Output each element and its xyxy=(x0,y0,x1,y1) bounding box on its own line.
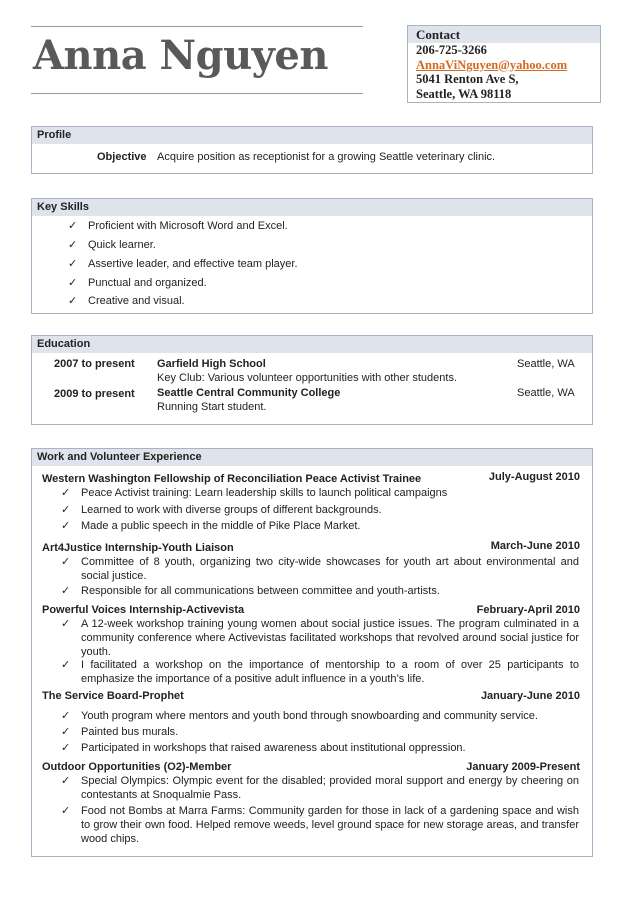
job-bullet: Painted bus murals. xyxy=(81,726,179,738)
skill-item: Proficient with Microsoft Word and Excel. xyxy=(88,220,288,232)
job-dates: January 2009-Present xyxy=(466,761,580,773)
contact-phone: 206-725-3266 xyxy=(416,43,487,57)
education-location: Seattle, WA xyxy=(517,358,575,370)
job-title: Art4Justice Internship-Youth Liaison xyxy=(42,542,234,554)
job-dates: January-June 2010 xyxy=(480,690,580,702)
check-icon: ✓ xyxy=(68,258,78,270)
job-bullet: Committee of 8 youth, organizing two city-wide showcases for youth art about environmental and social justice. xyxy=(81,556,579,582)
job-bullet: Made a public speech in the middle of Pike Place Market. xyxy=(81,520,361,532)
section-title: Key Skills xyxy=(32,199,592,216)
check-icon: ✓ xyxy=(68,239,78,251)
job-dates: February-April 2010 xyxy=(476,604,580,616)
skill-item: Creative and visual. xyxy=(88,295,185,307)
job-bullet: Peace Activist training: Learn leadership skills to launch political campaigns xyxy=(81,487,448,499)
job-bullet: I facilitated a workshop on the importance of mentorship to a room of over 25 participants to emphasize the importance of a positive adult influence in a youth’s life. xyxy=(81,659,579,685)
job-title: The Service Board-Prophet xyxy=(42,690,184,702)
education-detail: Key Club: Various volunteer opportunities with other students. xyxy=(157,372,458,384)
section-title: Work and Volunteer Experience xyxy=(32,449,592,466)
check-icon: ✓ xyxy=(61,659,71,671)
skills-section xyxy=(31,198,593,314)
section-title: Profile xyxy=(32,127,592,144)
job-dates: July-August 2010 xyxy=(488,471,580,483)
contact-address-line1: 5041 Renton Ave S, xyxy=(416,72,519,86)
profile-section xyxy=(31,126,593,174)
check-icon: ✓ xyxy=(68,295,78,307)
check-icon: ✓ xyxy=(61,556,71,568)
contact-title: Contact xyxy=(408,26,600,43)
job-bullet: Special Olympics: Olympic event for the disabled; provided moral support and energy by cheering on contestants at Snoqualmie Pass. xyxy=(81,775,579,801)
job-bullet: Participated in workshops that raised awareness about institutional oppression. xyxy=(81,742,466,754)
check-icon: ✓ xyxy=(61,618,71,630)
education-school: Seattle Central Community College xyxy=(157,387,341,399)
work-section xyxy=(31,448,593,857)
check-icon: ✓ xyxy=(61,504,71,516)
name-rule-bottom xyxy=(31,93,363,94)
education-dates: 2007 to present xyxy=(54,358,135,370)
objective-text: Acquire position as receptionist for a growing Seattle veterinary clinic. xyxy=(157,151,496,163)
education-section xyxy=(31,335,593,425)
skill-item: Assertive leader, and effective team player. xyxy=(88,258,298,270)
contact-box xyxy=(407,25,601,103)
check-icon: ✓ xyxy=(68,220,78,232)
check-icon: ✓ xyxy=(61,710,71,722)
skill-item: Quick learner. xyxy=(88,239,156,251)
check-icon: ✓ xyxy=(61,487,71,499)
check-icon: ✓ xyxy=(61,520,71,532)
job-bullet: Food not Bombs at Marra Farms: Community garden for those in lack of a gardening space and wish to grow their own food. Helped remove weeds, level ground space for new storage areas, and transfer wood chips. xyxy=(81,805,579,845)
education-location: Seattle, WA xyxy=(517,387,575,399)
skill-item: Punctual and organized. xyxy=(88,277,207,289)
education-school: Garfield High School xyxy=(157,358,266,370)
contact-address-line2: Seattle, WA 98118 xyxy=(416,86,512,101)
job-bullet: A 12-week workshop training young women about social justice issues. The program culminated in a community conference where Activevistas facilitated workshops that revolved around social justice for youth. xyxy=(81,618,579,658)
job-title: Powerful Voices Internship-Activevista xyxy=(42,604,245,616)
job-bullet: Responsible for all communications between committee and youth-artists. xyxy=(81,585,440,597)
job-bullet: Youth program where mentors and youth bond through snowboarding and community service. xyxy=(81,710,538,722)
check-icon: ✓ xyxy=(61,726,71,738)
check-icon: ✓ xyxy=(61,775,71,787)
section-title: Education xyxy=(32,336,592,353)
education-detail: Running Start student. xyxy=(157,401,267,413)
check-icon: ✓ xyxy=(61,585,71,597)
job-title: Western Washington Fellowship of Reconciliation Peace Activist Trainee xyxy=(42,473,422,485)
check-icon: ✓ xyxy=(61,805,71,817)
job-dates: March-June 2010 xyxy=(490,540,580,552)
job-title: Outdoor Opportunities (O2)-Member xyxy=(42,761,232,773)
check-icon: ✓ xyxy=(61,742,71,754)
education-dates: 2009 to present xyxy=(54,388,135,400)
name-rule-top xyxy=(31,26,363,27)
job-bullet: Learned to work with diverse groups of different backgrounds. xyxy=(81,504,382,516)
check-icon: ✓ xyxy=(68,277,78,289)
contact-email-link[interactable]: AnnaViNguyen@yahoo.com xyxy=(416,57,568,72)
candidate-name: Anna Nguyen xyxy=(33,32,328,79)
objective-label: Objective xyxy=(97,151,147,163)
